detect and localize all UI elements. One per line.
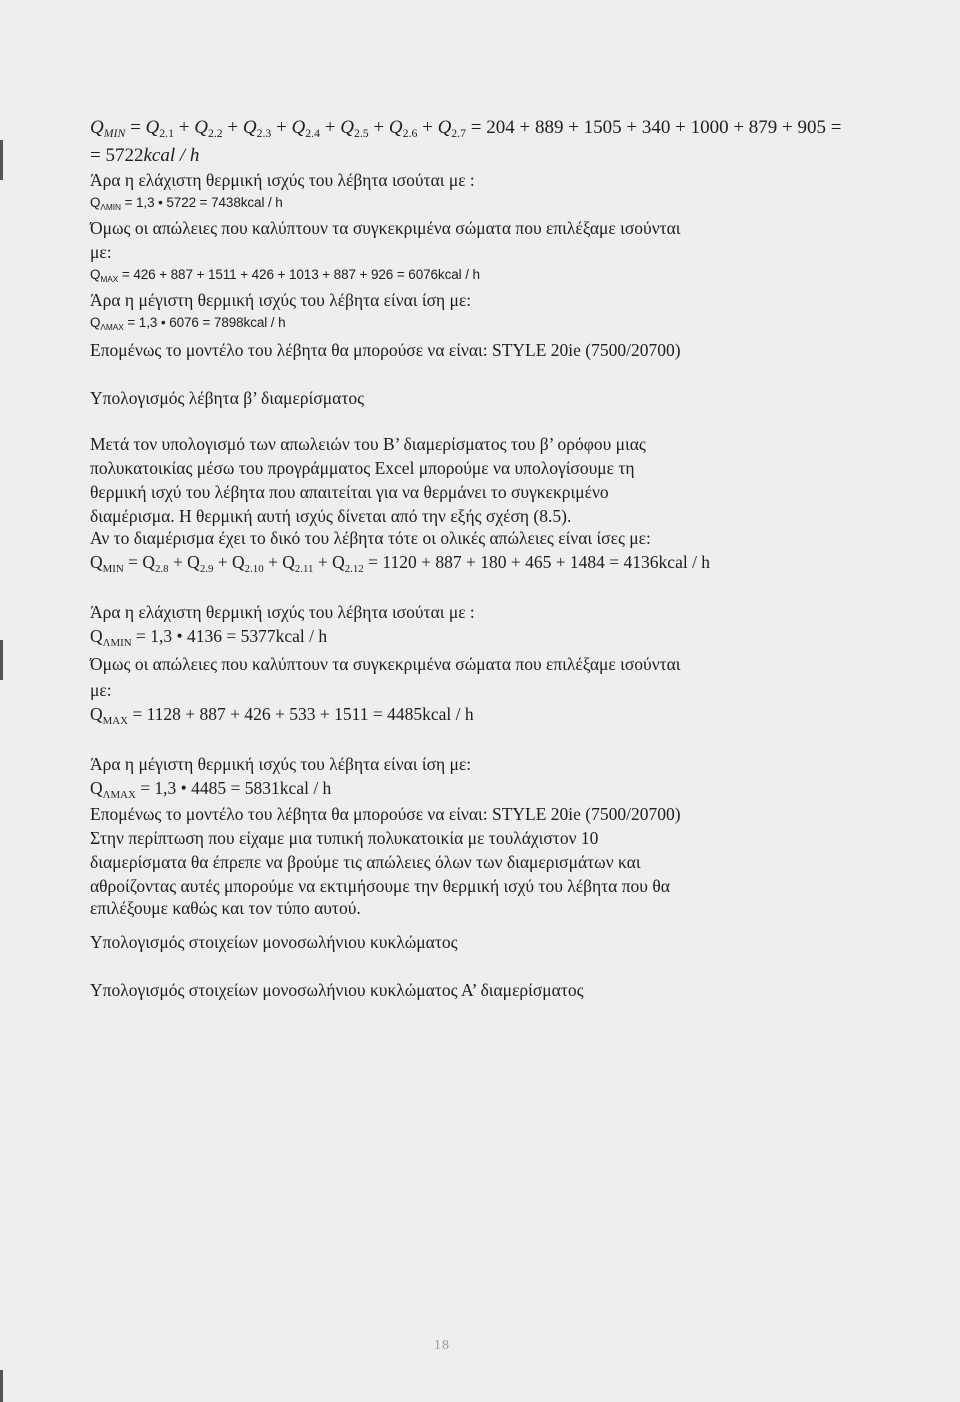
section-heading: Υπολογισμός λέβητα β’ διαμερίσματος: [90, 388, 365, 408]
text-line: Επομένως το μοντέλο του λέβητα θα μπορούσε να είναι: STYLE 20ie (7500/20700): [90, 340, 681, 360]
text-line: Στην περίπτωση που είχαμε μια τυπική πολυκατοικία με τουλάχιστον 10: [90, 828, 599, 848]
page-edge-mark: [0, 640, 3, 680]
equation-qmin-a-result: = 5722kcal / h: [90, 145, 200, 166]
text-line: Άρα η ελάχιστη θερμική ισχύς του λέβητα ισούται με :: [90, 602, 475, 622]
page-edge-mark: [0, 140, 3, 180]
equation-qmin-a: $Q_{MIN} = Q_{2.1} + Q_{2.2} + Q_{2.3} + Q_{2.4} + Q_{2.5} + Q_{2.6} + Q_{2.7} = 204 + 889 + 1505 + 340 + 1000 + 879 + 905$ =: [90, 117, 842, 141]
equation-qlmax-a: $Q_{\Lambda MAX} = 1,3$ • 6076 = 7898kcal / h: [90, 315, 286, 332]
equation-qmin-b: $Q_{MIN} = Q_{2.8} + Q_{2.9} + Q_{2.10} + Q_{2.11} + Q_{2.12} = 1120 + 887 + 180 + 465 + 1484$ = 4136kcal / h: [90, 552, 711, 575]
text-line: Άρα η μέγιστη θερμική ισχύς του λέβητα είναι ίση με:: [90, 290, 472, 310]
section-heading: Υπολογισμός στοιχείων μονοσωλήνιου κυκλώματος Α’ διαμερίσματος: [90, 980, 584, 1000]
text-line: Επομένως το μοντέλο του λέβητα θα μπορούσε να είναι: STYLE 20ie (7500/20700): [90, 804, 681, 824]
text-line: με:: [90, 680, 112, 700]
equation-qlmin-b: $Q_{\Lambda MIN} = 1,3$ • 4136 = 5377kcal / h: [90, 626, 328, 649]
text-line: αθροίζοντας αυτές μπορούμε να εκτιμήσουμε την θερμική ισχύ του λέβητα που θα: [90, 876, 670, 896]
equation-qlmin-a: $Q_{\Lambda MIN} = 1,3$ • 5722 = 7438kcal / h: [90, 195, 283, 212]
text-line: με:: [90, 242, 112, 262]
text-line: θερμική ισχύ του λέβητα που απαιτείται για να θερμάνει το συγκεκριμένο: [90, 482, 609, 502]
text-line: διαμέρισμα. Η θερμική αυτή ισχύς δίνεται από την εξής σχέση (8.5).: [90, 506, 572, 526]
text-line: Άρα η μέγιστη θερμική ισχύς του λέβητα είναι ίση με:: [90, 754, 472, 774]
text-line: Όμως οι απώλειες που καλύπτουν τα συγκεκριμένα σώματα που επιλέξαμε ισούνται: [90, 654, 681, 674]
text-line: Μετά τον υπολογισμό των απωλειών του Β’ διαμερίσματος του β’ ορόφου μιας: [90, 434, 646, 454]
text-line: Όμως οι απώλειες που καλύπτουν τα συγκεκριμένα σώματα που επιλέξαμε ισούνται: [90, 218, 681, 238]
text-line: Άρα η ελάχιστη θερμική ισχύς του λέβητα ισούται με :: [90, 170, 475, 190]
text-line: πολυκατοικίας μέσω του προγράμματος Excel μπορούμε να υπολογίσουμε τη: [90, 458, 635, 478]
page-number: 18: [434, 1338, 450, 1353]
text-line: επιλέξουμε καθώς και τον τύπο αυτού.: [90, 898, 361, 918]
equation-qmax-a: $Q_{MAX} = 426 + 887 + 1511 + 426 + 1013 + 887 + 926$ = 6076kcal / h: [90, 267, 480, 284]
text-line: διαμερίσματα θα έπρεπε να βρούμε τις απώλειες όλων των διαμερισμάτων και: [90, 852, 641, 872]
page-edge-mark: [0, 1370, 3, 1402]
equation-qlmax-b: $Q_{\Lambda MAX} = 1,3$ • 4485 = 5831kcal / h: [90, 778, 332, 801]
section-heading: Υπολογισμός στοιχείων μονοσωλήνιου κυκλώματος: [90, 932, 458, 952]
text-line: Αν το διαμέρισμα έχει το δικό του λέβητα τότε οι ολικές απώλειες είναι ίσες με:: [90, 528, 651, 548]
equation-qmax-b: $Q_{MAX} = 1128 + 887 + 426 + 533 + 1511$ = 4485kcal / h: [90, 704, 474, 727]
